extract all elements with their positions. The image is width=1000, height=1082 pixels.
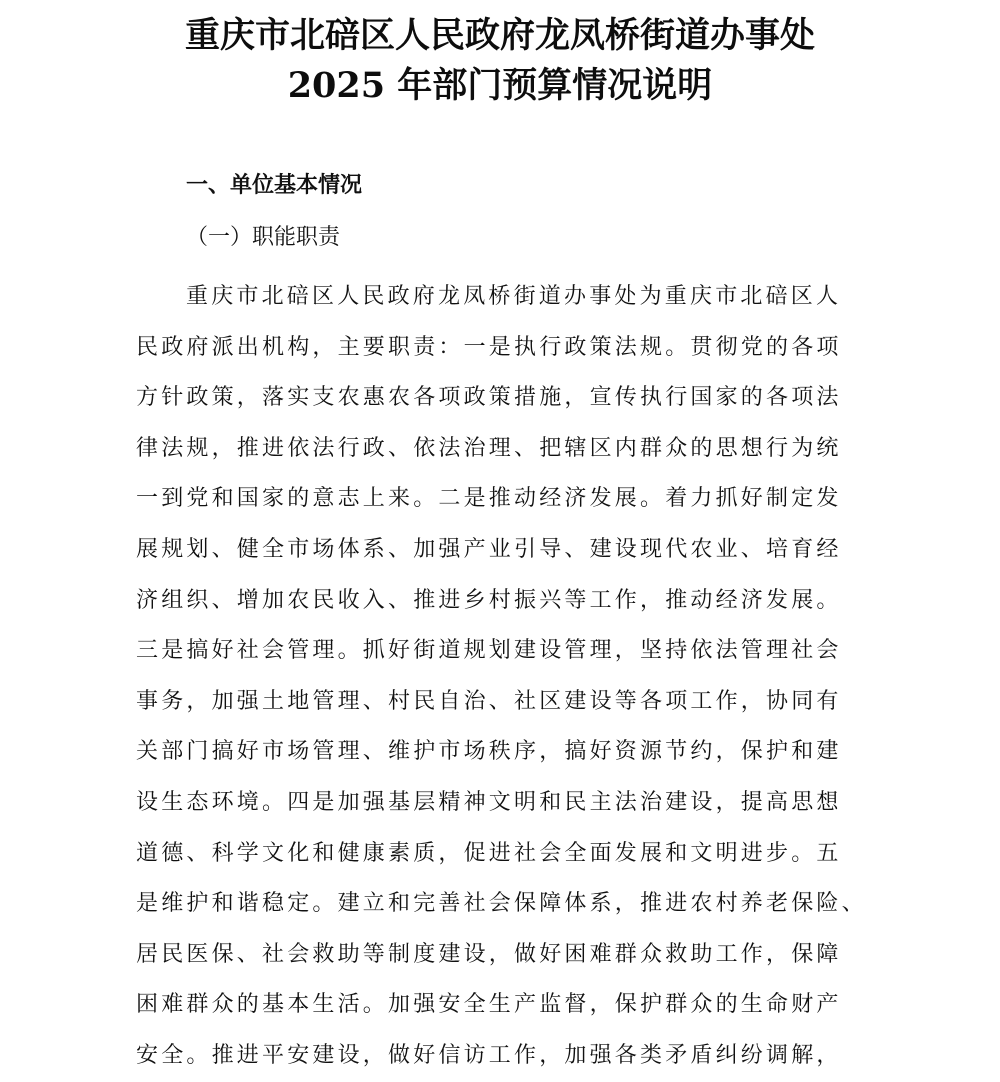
body-line: 一到党和国家的意志上来。二是推动经济发展。着力抓好制定发 <box>136 486 842 512</box>
subsection-heading: （一）职能职责 <box>186 225 341 250</box>
body-line: 重庆市北碚区人民政府龙凤桥街道办事处为重庆市北碚区人 <box>186 284 842 309</box>
body-line: 道德、科学文化和健康素质，促进社会全面发展和文明进步。五 <box>136 840 842 866</box>
document-title-line-1: 重庆市北碚区人民政府龙凤桥街道办事处 <box>184 15 815 56</box>
body-line: 设生态环境。四是加强基层精神文明和民主法治建设，提高思想 <box>136 789 842 815</box>
document-title-line-2: 2025 年部门预算情况说明 <box>287 65 713 106</box>
body-line: 困难群众的基本生活。加强安全生产监督，保护群众的生命财产 <box>136 992 842 1018</box>
body-line: 是维护和谐稳定。建立和完善社会保障体系，推进农村养老保险、 <box>136 891 867 917</box>
body-line: 展规划、健全市场体系、加强产业引导、建设现代农业、培育经 <box>136 536 842 562</box>
body-line: 律法规，推进依法行政、依法治理、把辖区内群众的思想行为统 <box>136 435 842 461</box>
section-heading: 一、单位基本情况 <box>186 173 363 198</box>
body-paragraph <box>136 272 886 1082</box>
body-line: 方针政策，落实支农惠农各项政策措施，宣传执行国家的各项法 <box>136 385 842 411</box>
body-line: 济组织、增加农民收入、推进乡村振兴等工作，推动经济发展。 <box>136 587 842 613</box>
body-line: 居民医保、社会救助等制度建设，做好困难群众救助工作，保障 <box>136 941 842 967</box>
body-line: 关部门搞好市场管理、维护市场秩序，搞好资源节约，保护和建 <box>136 739 842 765</box>
body-line: 民政府派出机构，主要职责：一是执行政策法规。贯彻党的各项 <box>136 334 842 360</box>
body-line: 事务，加强土地管理、村民自治、社区建设等各项工作，协同有 <box>136 688 842 714</box>
body-line: 三是搞好社会管理。抓好街道规划建设管理，坚持依法管理社会 <box>136 638 842 664</box>
body-line: 安全。推进平安建设，做好信访工作，加强各类矛盾纠纷调解， <box>136 1042 842 1068</box>
